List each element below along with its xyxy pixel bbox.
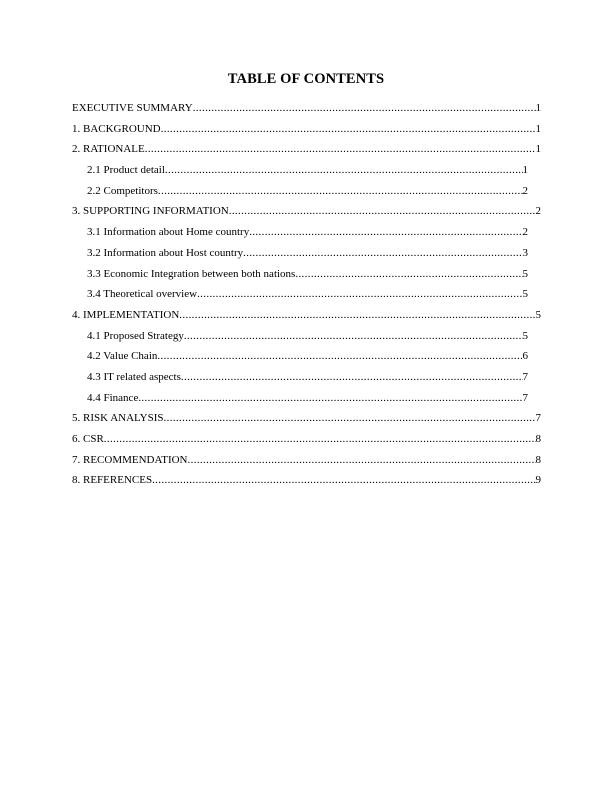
toc-page-number: 5 xyxy=(522,267,528,280)
toc-entry-label: 6. CSR xyxy=(72,433,104,445)
toc-entry-supporting-information[interactable] xyxy=(72,204,541,225)
toc-dot-leader xyxy=(295,267,522,281)
toc-page-number: 6 xyxy=(522,350,528,363)
toc-entry-value-chain[interactable] xyxy=(87,349,528,370)
toc-dot-leader xyxy=(188,453,536,467)
toc-entry-product-detail[interactable] xyxy=(87,163,528,184)
toc-entry-host-country[interactable] xyxy=(87,246,528,267)
toc-entry-recommendation[interactable] xyxy=(72,453,541,474)
toc-dot-leader xyxy=(197,287,522,301)
toc-page-number: 8 xyxy=(535,433,541,445)
toc-entry-label: 4.1 Proposed Strategy xyxy=(87,329,184,342)
toc-dot-leader xyxy=(152,473,535,487)
toc-page-number: 2 xyxy=(522,184,528,197)
toc-dot-leader xyxy=(184,329,523,343)
toc-page-number: 1 xyxy=(535,143,541,156)
toc-entry-label: 3. SUPPORTING INFORMATION xyxy=(72,205,229,218)
toc-page-number: 8 xyxy=(535,453,541,466)
toc-page-number: 1 xyxy=(522,164,528,177)
toc-dot-leader xyxy=(193,101,536,115)
toc-entry-label: 2.2 Competitors xyxy=(87,184,158,197)
toc-dot-leader xyxy=(158,184,523,198)
toc-dot-leader xyxy=(164,411,536,425)
toc-page-number: 7 xyxy=(522,391,528,404)
table-of-contents xyxy=(0,101,612,494)
toc-entry-rationale[interactable] xyxy=(72,142,541,163)
toc-entry-label: 3.1 Information about Home country xyxy=(87,226,250,239)
toc-entry-label: 4.2 Value Chain xyxy=(87,350,158,363)
toc-entry-proposed-strategy[interactable] xyxy=(87,329,528,350)
toc-entry-label: 2.1 Product detail xyxy=(87,164,165,177)
toc-dot-leader xyxy=(157,349,522,363)
toc-entry-background[interactable] xyxy=(72,122,541,143)
toc-page-number: 3 xyxy=(522,246,528,259)
toc-page-number: 7 xyxy=(535,412,541,425)
toc-entry-label: EXECUTIVE SUMMARY xyxy=(72,102,193,114)
toc-entry-label: 4. IMPLEMENTATION xyxy=(72,308,180,321)
toc-dot-leader xyxy=(161,122,536,136)
toc-entry-label: 3.3 Economic Integration between both nations xyxy=(87,267,296,280)
toc-entry-label: 5. RISK ANALYSIS xyxy=(72,412,164,425)
toc-entry-finance[interactable] xyxy=(87,391,528,412)
toc-dot-leader xyxy=(243,246,522,260)
toc-entry-it-related-aspects[interactable] xyxy=(87,370,528,391)
toc-entry-home-country[interactable] xyxy=(87,225,528,246)
toc-entry-implementation[interactable] xyxy=(72,308,541,329)
toc-page-number: 2 xyxy=(535,205,541,218)
toc-entry-risk-analysis[interactable] xyxy=(72,411,541,432)
toc-page-number: 1 xyxy=(535,122,541,135)
toc-page-number: 5 xyxy=(535,308,541,321)
toc-page-number: 9 xyxy=(535,474,541,487)
toc-entry-label: 4.4 Finance xyxy=(87,391,139,404)
toc-entry-label: 3.4 Theoretical overview xyxy=(87,288,198,301)
toc-entry-label: 2. RATIONALE xyxy=(72,143,145,156)
toc-dot-leader xyxy=(145,142,536,156)
toc-entry-label: 3.2 Information about Host country xyxy=(87,246,244,259)
toc-entry-label: 8. REFERENCES xyxy=(72,474,153,487)
toc-dot-leader xyxy=(104,432,536,446)
toc-page-number: 7 xyxy=(522,370,528,383)
toc-entry-csr[interactable] xyxy=(72,432,541,453)
toc-dot-leader xyxy=(165,163,523,177)
toc-entry-label: 1. BACKGROUND xyxy=(72,122,161,135)
toc-entry-label: 4.3 IT related aspects xyxy=(87,370,181,383)
toc-entry-executive-summary[interactable] xyxy=(72,101,541,122)
toc-page-number: 5 xyxy=(522,288,528,301)
toc-entry-competitors[interactable] xyxy=(87,184,528,205)
toc-entry-economic-integration[interactable] xyxy=(87,267,528,288)
toc-dot-leader xyxy=(181,370,523,384)
page-title: TABLE OF CONTENTS xyxy=(227,71,385,87)
toc-entry-references[interactable] xyxy=(72,473,541,494)
toc-dot-leader xyxy=(249,225,522,239)
toc-dot-leader xyxy=(179,308,535,322)
toc-page-number: 1 xyxy=(535,102,541,114)
toc-page-number: 2 xyxy=(522,226,528,239)
toc-dot-leader xyxy=(229,204,536,218)
toc-dot-leader xyxy=(138,391,522,405)
toc-entry-label: 7. RECOMMENDATION xyxy=(72,453,188,466)
toc-page-number: 5 xyxy=(522,329,528,342)
toc-entry-theoretical-overview[interactable] xyxy=(87,287,528,308)
